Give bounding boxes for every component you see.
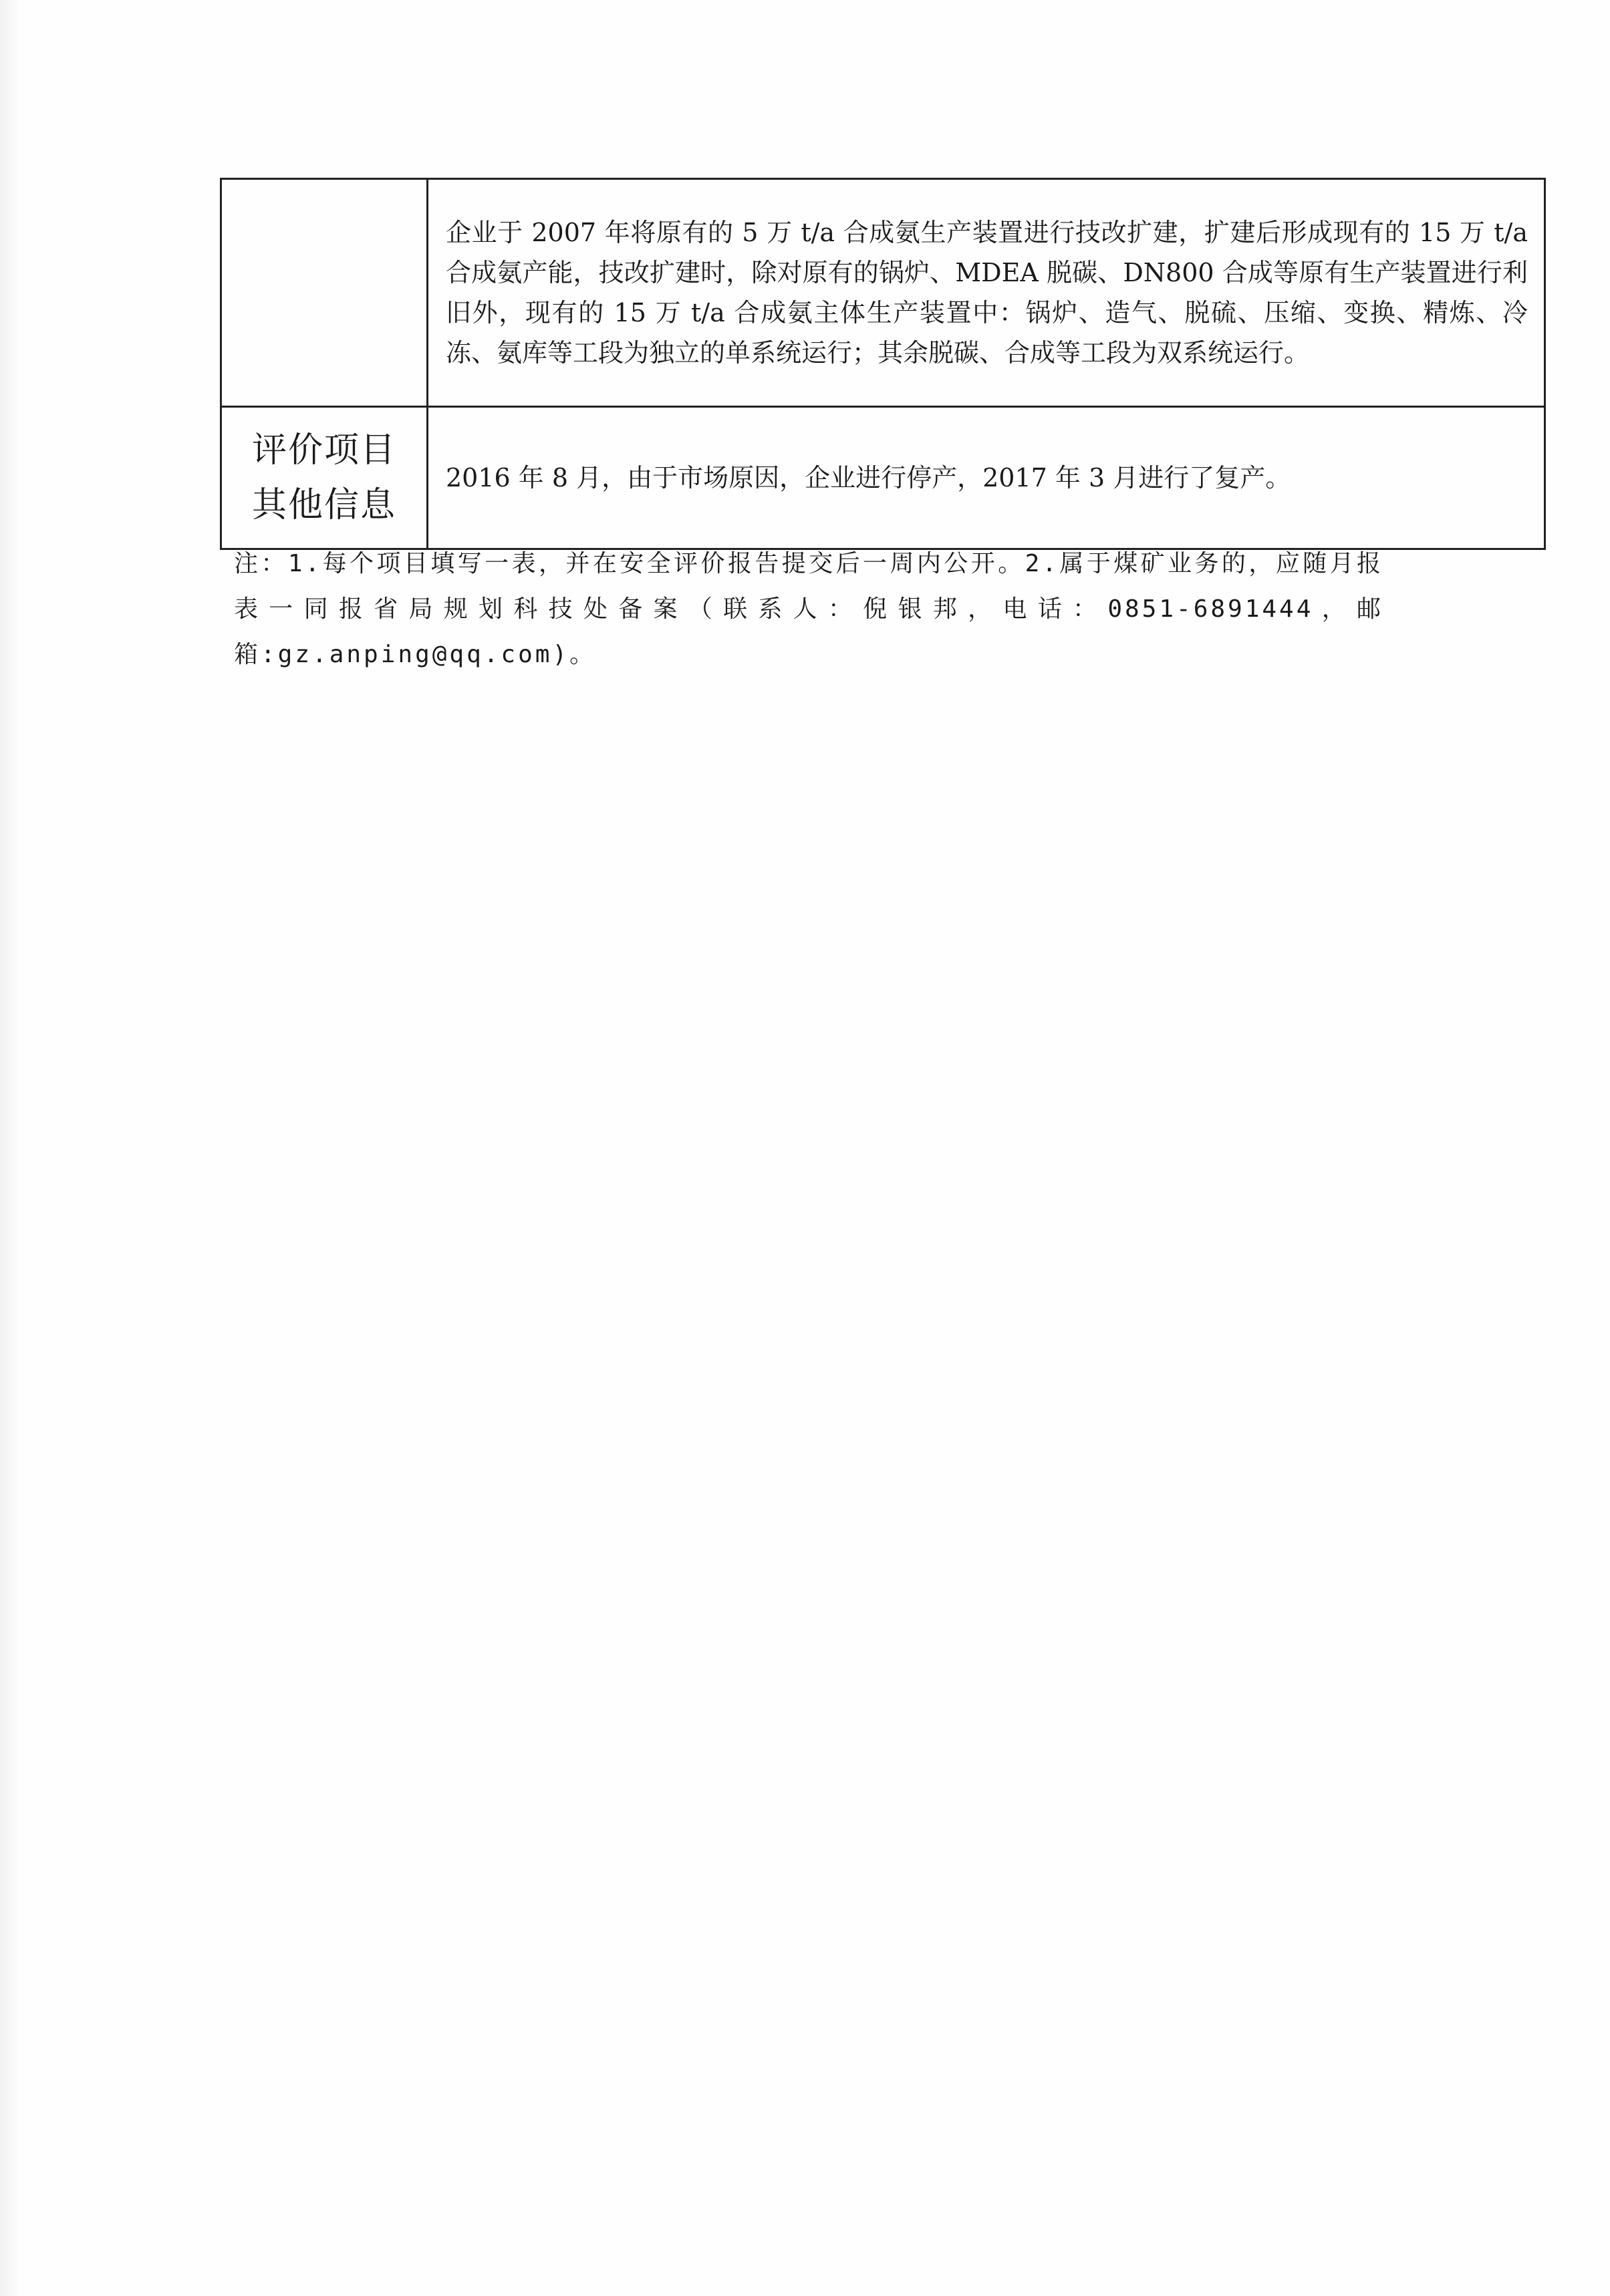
table-row — [221, 179, 1545, 407]
row-label-cell — [221, 407, 428, 549]
other-info-label-line2: 其他信息 — [251, 485, 396, 525]
footnote: 注：1.每个项目填写一表，并在安全评价报告提交后一周内公开。2.属于煤矿业务的，应随月报表一同报省局规划科技处备案（联系人：倪银邦，电话：0851-6891444，邮箱:gz.anping@qq.com)。 — [234, 550, 1383, 668]
other-info-label-line1: 评价项目 — [251, 430, 396, 470]
scan-edge-shadow — [0, 0, 20, 2296]
row-label-cell — [221, 179, 428, 407]
table-row — [221, 407, 1545, 549]
project-description-text: 企业于 2007 年将原有的 5 万 t/a 合成氨生产装置进行技改扩建，扩建后形成现有的 15 万 t/a 合成氨产能，技改扩建时，除对原有的锅炉、MDEA 脱碳、DN800 合成等原有生产装置进行利旧外，现有的 15 万 t/a 合成氨主体生产装置中：锅炉、造气、脱硫、压缩、变换、精炼、冷冻、氨库等工段为独立的单系统运行；其余脱碳、合成等工段为双系统运行。 — [428, 179, 1545, 407]
other-info-text: 2016 年 8 月，由于市场原因，企业进行停产，2017 年 3 月进行了复产。 — [428, 407, 1545, 549]
project-info-table — [220, 178, 1546, 550]
